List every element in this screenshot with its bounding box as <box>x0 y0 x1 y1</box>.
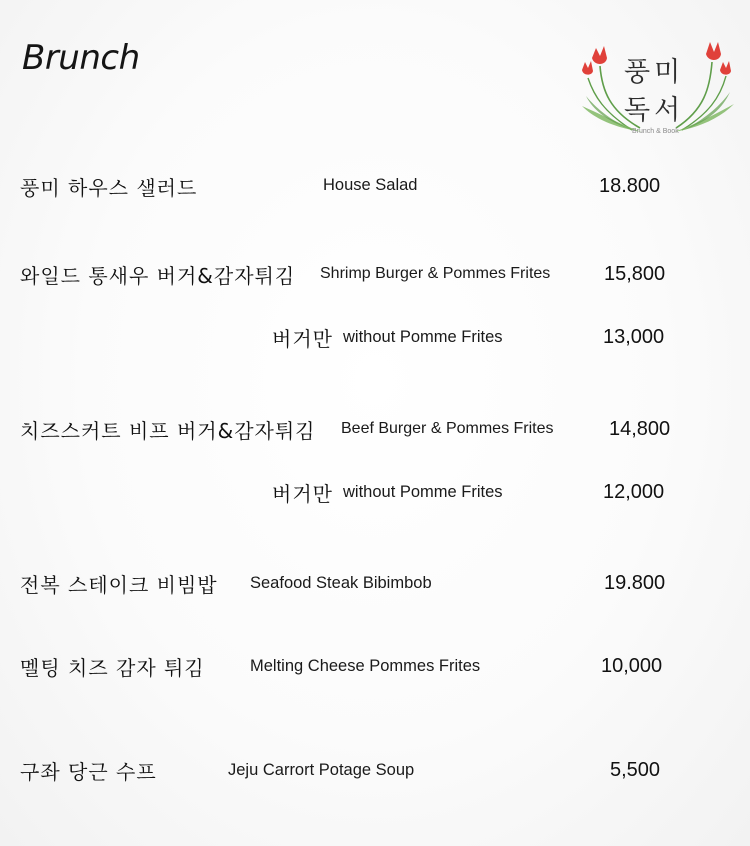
menu-item-price: 12,000 <box>603 481 665 503</box>
menu-item-korean-name: 멜팅 치즈 감자 튀김 <box>20 656 205 680</box>
menu-item <box>0 652 750 692</box>
menu-item-english-name: House Salad <box>323 176 418 194</box>
logo-text-line2: 독서 <box>624 95 685 126</box>
menu-item-korean-name: 버거만 <box>272 482 333 506</box>
menu-item-price: 5,500 <box>610 759 661 781</box>
menu-item-korean-name: 버거만 <box>272 327 333 351</box>
menu-item-korean-name: 구좌 당근 수프 <box>20 760 157 784</box>
menu-title: Brunch <box>22 38 140 78</box>
menu-item-english-name: Jeju Carrort Potage Soup <box>228 761 415 779</box>
menu-item-korean-name: 풍미 하우스 샐러드 <box>20 176 198 200</box>
menu-item-english-name: Shrimp Burger & Pommes Frites <box>320 265 551 282</box>
menu-item-price: 15,800 <box>604 263 666 285</box>
menu-item-variant <box>0 323 750 363</box>
menu-item-price: 18.800 <box>599 175 661 197</box>
restaurant-logo <box>580 36 736 140</box>
logo-subtitle: Brunch & Book <box>632 128 679 135</box>
logo-text-line1: 풍미 <box>624 57 685 88</box>
menu-item-english-name: Melting Cheese Pommes Frites <box>250 657 481 675</box>
menu-item-english-name: Beef Burger & Pommes Frites <box>341 420 554 437</box>
menu-item-english-name: Seafood Steak Bibimbob <box>250 574 432 592</box>
menu-item-price: 14,800 <box>609 418 671 440</box>
menu-item <box>0 172 750 212</box>
menu-item-english-name: without Pomme Frites <box>343 483 503 501</box>
menu-item-price: 13,000 <box>603 326 665 348</box>
menu-item <box>0 260 750 300</box>
menu-item-price: 19.800 <box>604 572 666 594</box>
menu-item-variant <box>0 478 750 518</box>
menu-item-price: 10,000 <box>601 655 663 677</box>
menu-item-korean-name: 전복 스테이크 비빔밥 <box>20 573 218 597</box>
menu-item-korean-name: 와일드 통새우 버거&감자튀김 <box>20 264 296 288</box>
menu-item <box>0 415 750 455</box>
menu-item-korean-name: 치즈스커트 비프 버거&감자튀김 <box>20 419 316 443</box>
menu-item <box>0 756 750 796</box>
menu-item <box>0 569 750 609</box>
menu-item-english-name: without Pomme Frites <box>343 328 503 346</box>
